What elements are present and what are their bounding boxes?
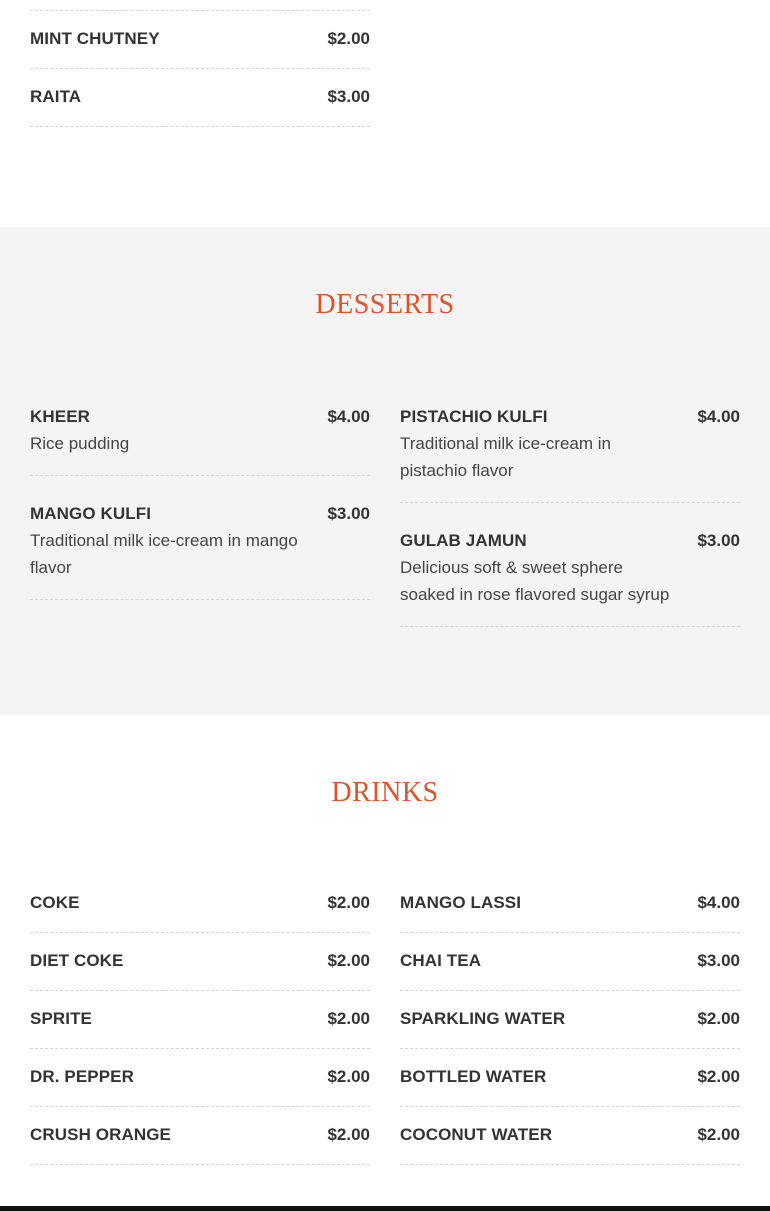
item-name: DR. PEPPER	[30, 1067, 134, 1086]
sides-section	[0, 0, 770, 227]
section-title: DESSERTS	[315, 289, 455, 320]
item-name: CHAI TEA	[400, 951, 482, 970]
item-price: $2.00	[327, 1067, 370, 1086]
item-name: SPARKLING WATER	[400, 1009, 566, 1028]
menu-item	[30, 407, 370, 476]
item-name: BOTTLED WATER	[400, 1067, 547, 1086]
item-name: CRUSH ORANGE	[30, 1125, 171, 1144]
item-price: $2.00	[327, 1125, 370, 1144]
menu-item	[30, 933, 370, 991]
menu-item	[400, 933, 740, 991]
menu-item	[400, 1107, 740, 1165]
item-name: SPRITE	[30, 1009, 93, 1028]
drinks-section	[0, 715, 770, 1206]
desserts-section	[0, 227, 770, 715]
item-description: Rice pudding	[30, 434, 130, 453]
desserts-left-column	[30, 407, 370, 600]
item-price: $3.00	[697, 951, 740, 970]
drinks-left-column	[30, 875, 370, 1165]
item-price: $2.00	[697, 1067, 740, 1086]
item-price: $3.00	[327, 87, 370, 106]
menu-item	[30, 1107, 370, 1165]
item-name: RAITA	[30, 87, 82, 106]
item-name: DIET COKE	[30, 951, 124, 970]
menu-item	[30, 504, 370, 600]
menu-item	[30, 69, 370, 127]
item-description: Traditional milk ice-cream in pistachio flavor	[400, 434, 611, 480]
item-price: $4.00	[697, 893, 740, 912]
footer-bar	[0, 1206, 770, 1211]
menu-item	[400, 991, 740, 1049]
item-price: $4.00	[327, 407, 370, 426]
desserts-right-column	[400, 407, 740, 627]
item-name: GULAB JAMUN	[400, 531, 527, 550]
menu-item	[30, 875, 370, 933]
menu-item	[30, 991, 370, 1049]
section-title: DRINKS	[331, 777, 439, 808]
item-price: $4.00	[697, 407, 740, 426]
item-name: MANGO KULFI	[30, 504, 152, 523]
menu-item	[400, 1049, 740, 1107]
drinks-right-column	[400, 875, 740, 1165]
item-price: $2.00	[327, 29, 370, 48]
item-price: $2.00	[697, 1125, 740, 1144]
item-name: KHEER	[30, 407, 91, 426]
menu-item	[400, 531, 740, 627]
item-description: Traditional milk ice-cream in mango flavor	[30, 531, 298, 577]
menu-item	[30, 1049, 370, 1107]
item-name: COCONUT WATER	[400, 1125, 553, 1144]
item-price: $2.00	[697, 1009, 740, 1028]
item-name: COKE	[30, 893, 80, 912]
item-name: MANGO LASSI	[400, 893, 522, 912]
sides-list	[30, 11, 370, 127]
item-name: MINT CHUTNEY	[30, 29, 160, 48]
item-price: $2.00	[327, 951, 370, 970]
item-price: $2.00	[327, 893, 370, 912]
menu-item	[400, 407, 740, 503]
menu-item	[30, 11, 370, 69]
menu-item	[400, 875, 740, 933]
item-name: PISTACHIO KULFI	[400, 407, 548, 426]
item-price: $3.00	[327, 504, 370, 523]
item-description: Delicious soft & sweet sphere soaked in rose flavored sugar syrup	[400, 558, 670, 604]
item-price: $2.00	[327, 1009, 370, 1028]
item-price: $3.00	[697, 531, 740, 550]
